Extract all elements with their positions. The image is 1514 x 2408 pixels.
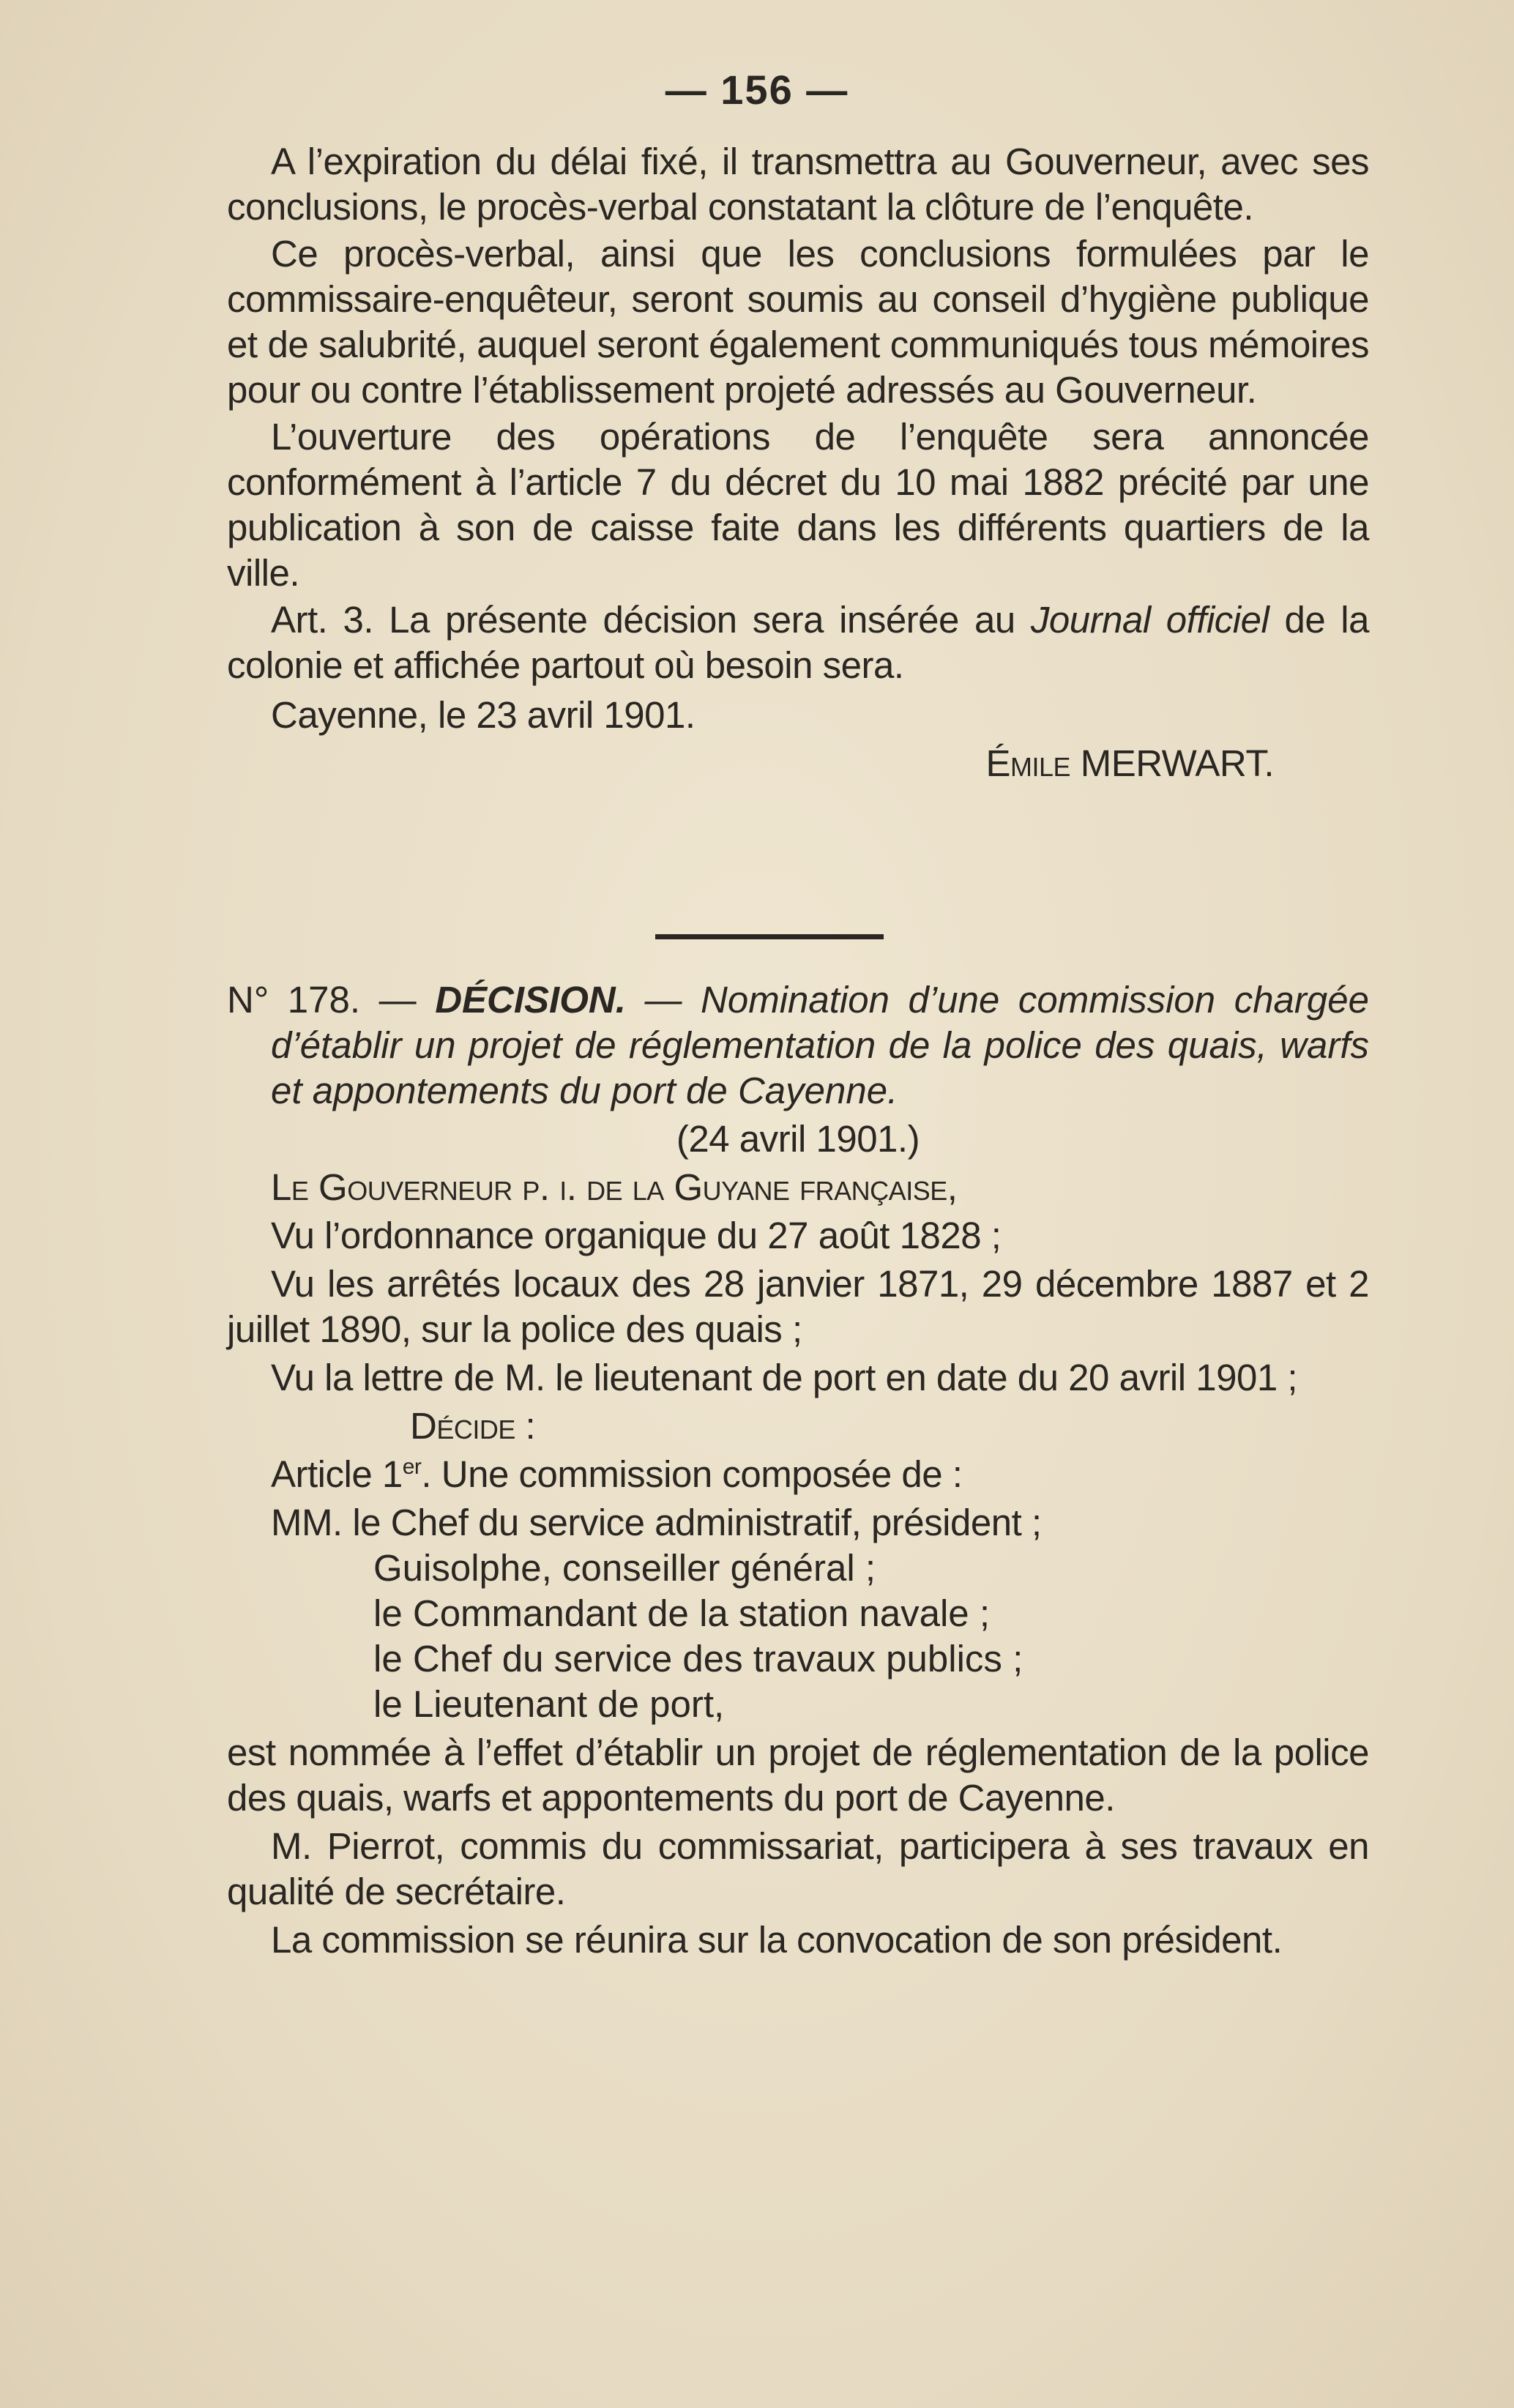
member-commandant: le Commandant de la station navale ; xyxy=(373,1592,990,1634)
visa-lettre: Vu la lettre de M. le lieutenant de port en date du 20 avril 1901 ; xyxy=(271,1357,1298,1398)
place-date: Cayenne, le 23 avril 1901. xyxy=(271,694,696,736)
article1-sup: er xyxy=(402,1455,422,1479)
decision-heading xyxy=(227,977,1369,1114)
article1-text: . Une commission composée de : xyxy=(421,1453,963,1495)
article3-suffix: de la colonie et affichée partout où besoin sera. xyxy=(227,599,1369,686)
members-list xyxy=(373,1546,1369,1727)
authority-line: Le Gouverneur p. i. de la Guyane française, xyxy=(271,1166,958,1208)
top-section xyxy=(227,139,1369,786)
member-lieutenant: le Lieutenant de port, xyxy=(373,1683,725,1725)
members-first xyxy=(227,1500,1369,1546)
members-prefix: MM. xyxy=(271,1502,353,1543)
visa-arretes: Vu les arrêtés locaux des 28 janvier 1871, 29 décembre 1887 et 2 juillet 1890, sur la police des quais ; xyxy=(227,1263,1369,1350)
decision-title: — Nomination d’une commission chargée d’établir un projet de réglementation de la police des quais, warfs et appontements du port de Cayenne. xyxy=(271,979,1369,1111)
paragraph-expiration: A l’expiration du délai fixé, il transmettra au Gouverneur, avec ses conclusions, le procès-verbal constatant la clôture de l’enquête. xyxy=(227,141,1369,228)
decision-number: N° 178. — xyxy=(227,979,436,1021)
journal-officiel: Journal officiel xyxy=(1030,599,1269,641)
paragraph-proces-verbal: Ce procès-verbal, ainsi que les conclusions formulées par le commissaire-enquêteur, seront soumis au conseil d’hygiène publique et de salubrité, auquel seront également communiqués tous mémoires pour ou contre l’établissement projeté adressés au Gouverneur. xyxy=(227,233,1369,411)
secretary-paragraph: M. Pierrot, commis du commissariat, participera à ses travaux en qualité de secrétaire. xyxy=(227,1825,1369,1912)
decide-heading: Décide : xyxy=(410,1405,536,1447)
member-president: le Chef du service administratif, président ; xyxy=(352,1502,1042,1543)
article1-prefix: Article 1 xyxy=(271,1453,403,1495)
visa-ordonnance: Vu l’ordonnance organique du 27 août 1828 ; xyxy=(271,1215,1002,1256)
mission-paragraph: est nommée à l’effet d’établir un projet de réglementation de la police des quais, warfs et appontements du port de Cayenne. xyxy=(227,1732,1369,1819)
member-travaux-publics: le Chef du service des travaux publics ; xyxy=(373,1638,1023,1680)
decision-kind: DÉCISION. xyxy=(435,979,626,1021)
convocation-paragraph: La commission se réunira sur la convocation de son président. xyxy=(271,1919,1283,1961)
member-conseiller: Guisolphe, conseiller général ; xyxy=(373,1547,876,1589)
article3-prefix: Art. 3. La présente décision sera insérée au xyxy=(271,599,1031,641)
page-number: — 156 — xyxy=(665,67,849,113)
paragraph-ouverture: L’ouverture des opérations de l’enquête sera annoncée conformément à l’article 7 du décret du 10 mai 1882 précité par une publication à son de caisse faite dans les différents quartiers de la ville. xyxy=(227,416,1369,594)
decision-date: (24 avril 1901.) xyxy=(676,1118,920,1160)
paragraph-article-3 xyxy=(227,597,1369,688)
section-divider xyxy=(655,934,884,939)
signature: Émile MERWART. xyxy=(985,742,1274,784)
article-1 xyxy=(227,1452,1369,1497)
decision-section xyxy=(227,977,1369,1963)
